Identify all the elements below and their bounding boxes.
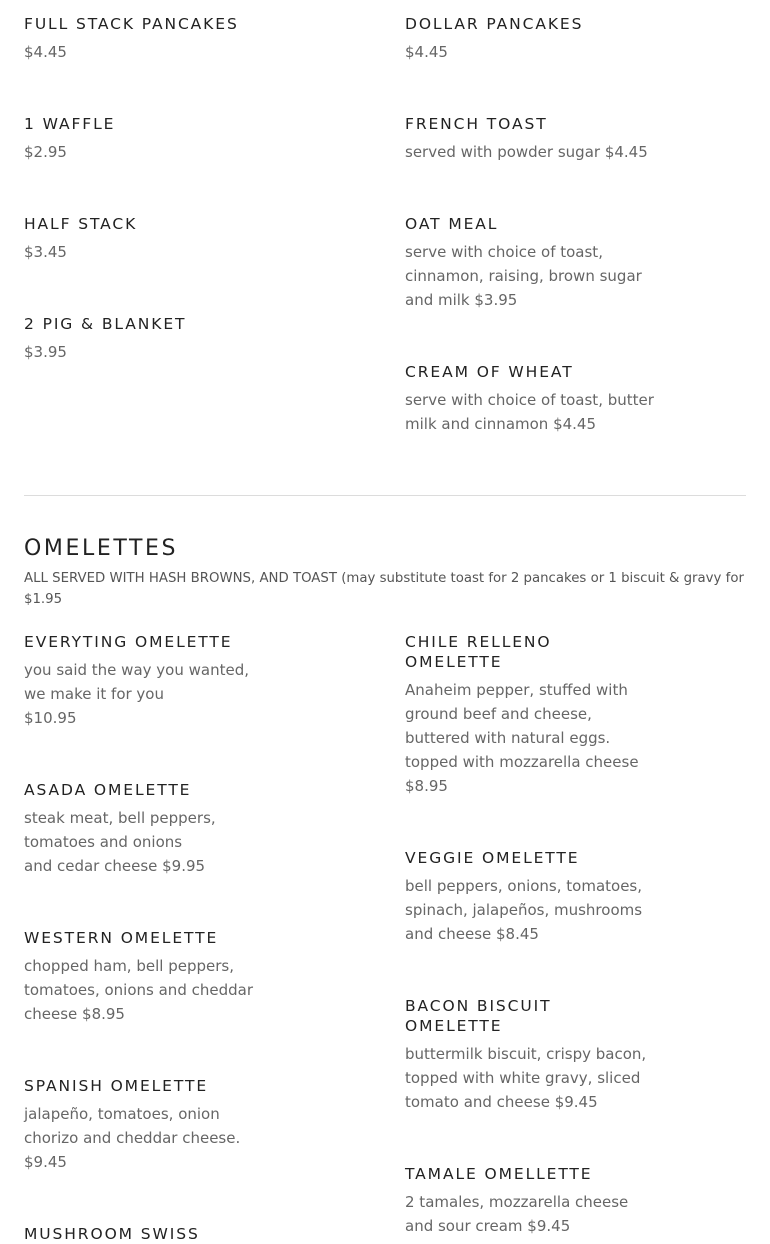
item-name: 1 WAFFLE	[24, 115, 116, 133]
section-note: ALL SERVED WITH HASH BROWNS, AND TOAST (may substitute toast for 2 pancakes or 1 biscuit & gravy for $1.95	[24, 571, 744, 607]
item-name: BACON BISCUIT OMELETTE	[405, 997, 552, 1035]
item-name: DOLLAR PANCAKES	[405, 15, 584, 33]
item-price: $3.95	[24, 343, 67, 361]
item-name: OAT MEAL	[405, 215, 499, 233]
item-name: CHILE RELLENO OMELETTE	[405, 633, 552, 671]
item-description: served with powder sugar $4.45	[405, 143, 648, 161]
item-name: 2 PIG & BLANKET	[24, 315, 187, 333]
item-name: SPANISH OMELETTE	[24, 1077, 209, 1095]
menu-item-half-stack	[24, 214, 284, 264]
item-description: serve with choice of toast, butter milk and cinnamon $4.45	[405, 391, 654, 433]
menu-item-pig-blanket	[24, 314, 284, 364]
item-description: steak meat, bell peppers, tomatoes and onions and cedar cheese $9.95	[24, 809, 216, 875]
item-price: $4.45	[24, 43, 67, 61]
item-name: HALF STACK	[24, 215, 138, 233]
menu-item-1-waffle	[24, 114, 284, 164]
menu-item-asada-omelette	[24, 780, 284, 878]
item-price: $2.95	[24, 143, 67, 161]
item-name: EVERYTING OMELETTE	[24, 633, 233, 651]
menu-item-western-omelette	[24, 928, 284, 1026]
item-name: WESTERN OMELETTE	[24, 929, 219, 947]
menu-item-veggie-omelette	[405, 848, 655, 946]
menu-item-everyting-omelette	[24, 632, 284, 730]
item-name: FULL STACK PANCAKES	[24, 15, 239, 33]
item-name: TAMALE OMELLETTE	[405, 1165, 593, 1183]
item-description: you said the way you wanted, we make it for you $10.95	[24, 661, 249, 727]
item-name: ASADA OMELETTE	[24, 781, 192, 799]
menu-item-tamale-omellette	[405, 1164, 655, 1238]
item-description: serve with choice of toast, cinnamon, raising, brown sugar and milk $3.95	[405, 243, 642, 309]
menu-item-dollar-pancakes	[405, 14, 655, 64]
menu-item-bacon-biscuit-omelette	[405, 996, 655, 1114]
item-description: bell peppers, onions, tomatoes, spinach, jalapeños, mushrooms and cheese $8.45	[405, 877, 643, 943]
item-name: CREAM OF WHEAT	[405, 363, 574, 381]
menu-item-chile-relleno-omelette	[405, 632, 655, 798]
item-description: 2 tamales, mozzarella cheese and sour cream $9.45	[405, 1193, 629, 1235]
item-name: MUSHROOM SWISS	[24, 1225, 200, 1243]
item-description: chopped ham, bell peppers, tomatoes, onions and cheddar cheese $8.95	[24, 957, 253, 1023]
item-price: $3.45	[24, 243, 67, 261]
item-name: VEGGIE OMELETTE	[405, 849, 580, 867]
section-divider	[24, 495, 746, 496]
item-description: buttermilk biscuit, crispy bacon, topped with white gravy, sliced tomato and cheese $9.45	[405, 1045, 647, 1111]
menu-item-mushroom-swiss	[24, 1224, 284, 1244]
menu-item-cream-of-wheat	[405, 362, 655, 436]
menu-item-full-stack-pancakes	[24, 14, 284, 64]
item-description: jalapeño, tomatoes, onion chorizo and cheddar cheese. $9.45	[24, 1105, 241, 1171]
menu-item-spanish-omelette	[24, 1076, 284, 1174]
section-title-omelettes: OMELETTES	[24, 536, 179, 561]
item-name: FRENCH TOAST	[405, 115, 548, 133]
item-description: Anaheim pepper, stuffed with ground beef and cheese, buttered with natural eggs. topped with mozzarella cheese $8.95	[405, 681, 639, 795]
menu-item-french-toast	[405, 114, 705, 164]
menu-item-oat-meal	[405, 214, 655, 312]
item-price: $4.45	[405, 43, 448, 61]
